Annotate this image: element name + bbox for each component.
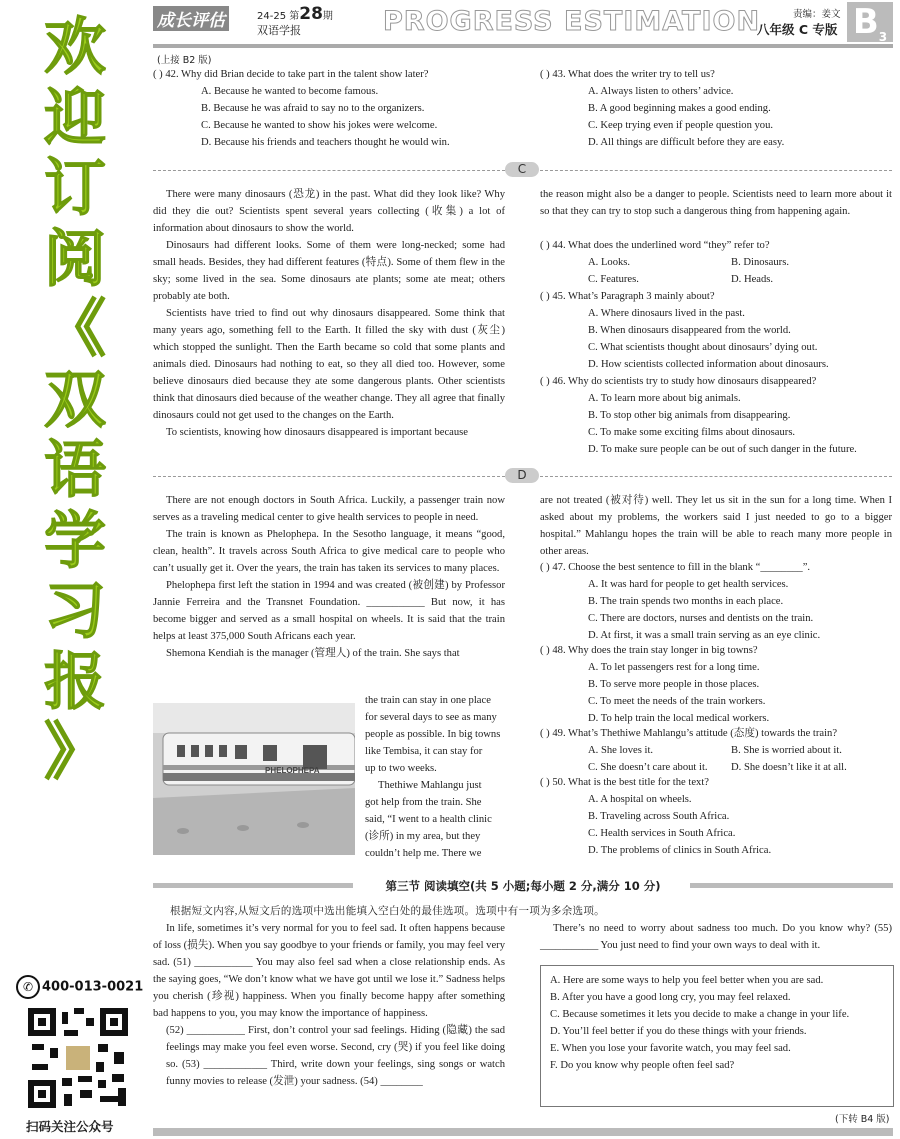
title-char: 订 xyxy=(43,151,106,224)
continued-from: (上接 B2 版) xyxy=(157,55,212,66)
option: A. Here are some ways to help you feel better when you are sad. xyxy=(550,975,824,986)
text-line: up to two weeks. xyxy=(365,763,437,774)
option: B. She is worried about it. xyxy=(731,745,842,756)
option: C. Because sometimes it lets you decide to make a change in your life. xyxy=(550,1009,850,1020)
section-divider xyxy=(153,476,505,477)
qr-label: 扫码关注公众号 xyxy=(26,1119,114,1134)
text-line: Thethiwe Mahlangu just xyxy=(378,780,482,791)
question-48 xyxy=(540,642,769,727)
option: B. To serve more people in those places. xyxy=(588,679,760,690)
question-stem: ( ) 48. Why does the train stay longer in big towns? xyxy=(540,645,758,656)
issue-suffix: 期 xyxy=(322,11,333,22)
paragraph: The train is known as Phelophepa. In the Sesotho language, it means “good, clean, health”. It travels across South Africa to give medical care to people who can’t usually get it. Over the years, the train has taken its services to many places. xyxy=(153,529,505,574)
section-divider xyxy=(540,476,892,477)
option: B. Because he was afraid to say no to the organizers. xyxy=(201,103,425,114)
paragraph: Dinosaurs had different looks. Some of them were long-necked; some had small heads. Besides, they had different features (特点). Some of them flew in the sky; some lived in the sea. Some dinosaurs ate plants; some ate meat; others probably ate both. xyxy=(153,240,505,302)
page-id xyxy=(847,2,893,42)
section-d-passage xyxy=(153,492,505,662)
option: C. Features. xyxy=(588,274,639,285)
option: D. Heads. xyxy=(731,274,774,285)
option: C. Health services in South Africa. xyxy=(588,828,736,839)
question-43 xyxy=(540,66,784,151)
question-50 xyxy=(540,774,771,859)
footer-rule xyxy=(153,1128,893,1136)
phone-icon: ✆ xyxy=(16,975,40,999)
text-line: said, “I went to a health clinic xyxy=(365,814,492,825)
editor-credit: 责编：姜文 xyxy=(793,9,841,20)
option: D. To make sure people can be out of such danger in the future. xyxy=(588,444,857,455)
wrap-text xyxy=(365,692,505,862)
title-char: 学 xyxy=(43,503,106,577)
option: A. She loves it. xyxy=(588,745,654,756)
brand-logo: 成长评估 xyxy=(153,6,229,31)
option: C. There are doctors, nurses and dentists on the train. xyxy=(588,613,814,624)
question-stem: ( ) 45. What’s Paragraph 3 mainly about? xyxy=(540,291,715,302)
paragraph: There are not enough doctors in South Africa. Luckily, a passenger train now serves as a traveling medical center to give health services to people in need. xyxy=(153,495,505,523)
promo-sidebar xyxy=(0,0,145,1139)
option: C. To meet the needs of the train workers. xyxy=(588,696,766,707)
paragraph: There were many dinosaurs (恐龙) in the past. What did they look like? Why did they die out? Scientists spent several years collecting (收集) a lot of information about dinosaurs to show the world. xyxy=(153,189,505,234)
header-rule xyxy=(153,44,893,48)
title-char: 双 xyxy=(43,362,106,436)
paragraph: are not treated (被对待) well. They let us sit in the sun for a long time. When I asked about my problems, the workers said I just needed to go to a bigger hospital.” Mahlangu hopes the train will be able to reach many more people in other areas. xyxy=(540,495,892,557)
option: A. Looks. xyxy=(588,257,631,268)
text-line: like Tembisa, it can stay for xyxy=(365,746,483,757)
option: A. A hospital on wheels. xyxy=(588,794,692,805)
continued-to: (下转 B4 版) xyxy=(835,1114,890,1125)
qr-code xyxy=(28,1008,128,1108)
title-char: 阅 xyxy=(43,221,106,295)
page-header xyxy=(153,0,893,44)
paper-name: 双语学报 xyxy=(257,24,301,37)
title-char: 》 xyxy=(43,715,106,788)
option: C. She doesn’t care about it. xyxy=(588,762,708,773)
option: C. Because he wanted to show his jokes were welcome. xyxy=(201,120,438,131)
question-44 xyxy=(540,237,874,288)
question-stem: ( ) 43. What does the writer try to tell us? xyxy=(540,69,715,80)
text-line: people as possible. In big towns xyxy=(365,729,501,740)
section-three-heading: 第三节 阅读填空(共 5 小题;每小题 2 分,满分 10 分) xyxy=(385,879,661,893)
option: B. A good beginning makes a good ending. xyxy=(588,103,771,114)
option: D. All things are difficult before they are easy. xyxy=(588,137,785,148)
paragraph: To scientists, knowing how dinosaurs disappeared is important because xyxy=(166,427,469,438)
option: C. To make some exciting films about dinosaurs. xyxy=(588,427,796,438)
option: A. To learn more about big animals. xyxy=(588,393,741,404)
option: D. How scientists collected information about dinosaurs. xyxy=(588,359,829,370)
option: D. The problems of clinics in South Africa. xyxy=(588,845,772,856)
question-stem: ( ) 46. Why do scientists try to study how dinosaurs disappeared? xyxy=(540,376,817,387)
paragraph: In life, sometimes it’s very normal for you to feel sad. It often happens because of loss (损失). When you say goodbye to your friends or family, you may feel very sad. (51) ___________ You may also feel sad when a close relationship ends. As the saying goes, “We don’t know what we have got until we lose it.” Sadness helps you cherish (珍视) happiness. When you finally become happy after something bad happens to you, you may know the importance of happiness. xyxy=(153,923,505,1019)
section-3-passage xyxy=(153,920,505,1090)
train-caption: PHELOPHEPA xyxy=(265,766,320,775)
section-c-passage xyxy=(153,186,505,441)
option: D. You’ll feel better if you do these things with your friends. xyxy=(550,1026,807,1037)
text-line: got help from the train. She xyxy=(365,797,482,808)
option: E. When you lose your favorite watch, you may feel sad. xyxy=(550,1043,791,1054)
phone-number xyxy=(16,975,143,999)
title-char: 《 xyxy=(43,292,106,365)
paragraph: Shemona Kendiah is the manager (管理人) of the train. She says that xyxy=(166,648,460,659)
section-d-label: D xyxy=(505,468,539,483)
question-stem: ( ) 50. What is the best title for the text? xyxy=(540,777,709,788)
question-45 xyxy=(540,288,829,373)
section-divider xyxy=(540,170,892,171)
option: D. To help train the local medical workers. xyxy=(588,713,770,724)
phone-text: 400-013-0021 xyxy=(42,979,144,995)
banner-title: PROGRESS ESTIMATION xyxy=(383,6,761,37)
option: F. Do you know why people often feel sad? xyxy=(550,1060,735,1071)
section-instruction: 根据短文内容,从短文后的选项中选出能填入空白处的最佳选项。选项中有一项为多余选项。 xyxy=(170,906,605,917)
issue-mid: 第 xyxy=(289,11,300,22)
page-letter: B xyxy=(852,2,879,42)
title-char: 报 xyxy=(43,644,106,718)
option: B. After you have a good long cry, you may feel relaxed. xyxy=(550,992,791,1003)
option: B. Traveling across South Africa. xyxy=(588,811,730,822)
option: A. To let passengers rest for a long time. xyxy=(588,662,760,673)
title-char: 习 xyxy=(43,574,106,647)
option: B. To stop other big animals from disappearing. xyxy=(588,410,791,421)
option: B. The train spends two months in each place. xyxy=(588,596,784,607)
title-char: 欢 xyxy=(43,10,106,83)
paragraph: the reason might also be a danger to people. Scientists need to learn more about it so that they can try to stop such a dangerous thing from happening again. xyxy=(540,189,892,217)
option: D. She doesn’t like it at all. xyxy=(731,762,847,773)
option: D. At first, it was a small train serving as an eye clinic. xyxy=(588,630,821,641)
question-stem: ( ) 42. Why did Brian decide to take part in the talent show later? xyxy=(153,69,429,80)
question-stem: ( ) 44. What does the underlined word “they” refer to? xyxy=(540,240,770,251)
option: A. Because he wanted to become famous. xyxy=(201,86,379,97)
question-46 xyxy=(540,373,857,458)
text-line: couldn’t help me. There we xyxy=(365,848,482,859)
option: C. Keep trying even if people question you. xyxy=(588,120,774,131)
paragraph: (52) ___________ First, don’t control your sad feelings. Hiding (隐藏) the sad feelings may make you feel even worse. Second, cry (哭) if you feel like doing so. (53) ____________ Third, write down your feelings, sing songs or watch funny movies to release (发泄) your sadness. (54) ________ xyxy=(166,1025,505,1087)
issue-prefix: 24-25 xyxy=(257,11,287,22)
issue-number xyxy=(257,4,333,24)
option: B. Dinosaurs. xyxy=(731,257,789,268)
question-stem: ( ) 47. Choose the best sentence to fill in the blank “________”. xyxy=(540,562,811,573)
section-3-passage-cont xyxy=(540,920,892,954)
title-char: 迎 xyxy=(43,80,106,154)
option: C. What scientists thought about dinosaurs’ dying out. xyxy=(588,342,818,353)
section-c-label: C xyxy=(505,162,539,177)
text-line: the train can stay in one place xyxy=(365,695,491,706)
page-num: 3 xyxy=(878,29,888,44)
option: D. Because his friends and teachers thought he would win. xyxy=(201,137,450,148)
paragraph: Scientists have tried to find out why dinosaurs disappeared. Some think that many years ago, something fell to the Earth. It filled the sky with dust (灰尘) which stopped the sunlight. Then the Earth became so cold that some plants and animals died. Dinosaurs had nothing to eat, so they all died too. However, some believe dinosaurs died because they ate some dangerous plants. Other scientists think that dinosaurs died because of the weather change. They all agree that finally dinosaurs could not get used to the changes on the Earth. xyxy=(153,308,505,421)
options-box xyxy=(540,965,894,1107)
question-47 xyxy=(540,559,820,644)
text-line: (诊所) in my area, but they xyxy=(365,831,481,842)
issue-num: 28 xyxy=(299,4,323,24)
question-49 xyxy=(540,725,874,776)
grade-edition: 八年级 C 专版 xyxy=(757,22,838,37)
paragraph: Phelophepa first left the station in 1994 and was created (被创建) by Professor Jannie Ferreira and the Transnet Foundation. ___________ But now, it has become bigger and served as a small hospital on wheels. It is said that the train helps at least 375,000 South Africans each year. xyxy=(153,580,505,642)
option: B. When dinosaurs disappeared from the world. xyxy=(588,325,791,336)
option: A. It was hard for people to get health services. xyxy=(588,579,789,590)
question-42 xyxy=(153,66,450,151)
paragraph: There’s no need to worry about sadness too much. Do you know why? (55) ___________ You just need to find your own ways to deal with it. xyxy=(540,923,892,951)
text-line: for several days to see as many xyxy=(365,712,497,723)
subscribe-title xyxy=(30,12,120,788)
title-char: 语 xyxy=(43,433,106,506)
section-d-passage-cont xyxy=(540,492,892,560)
section-c-passage-cont xyxy=(540,186,892,220)
option: A. Where dinosaurs lived in the past. xyxy=(588,308,745,319)
question-stem: ( ) 49. What’s Thethiwe Mahlangu’s attitude (态度) towards the train? xyxy=(540,728,838,739)
option: A. Always listen to others’ advice. xyxy=(588,86,734,97)
section-divider xyxy=(153,170,505,171)
train-photo xyxy=(153,703,355,855)
